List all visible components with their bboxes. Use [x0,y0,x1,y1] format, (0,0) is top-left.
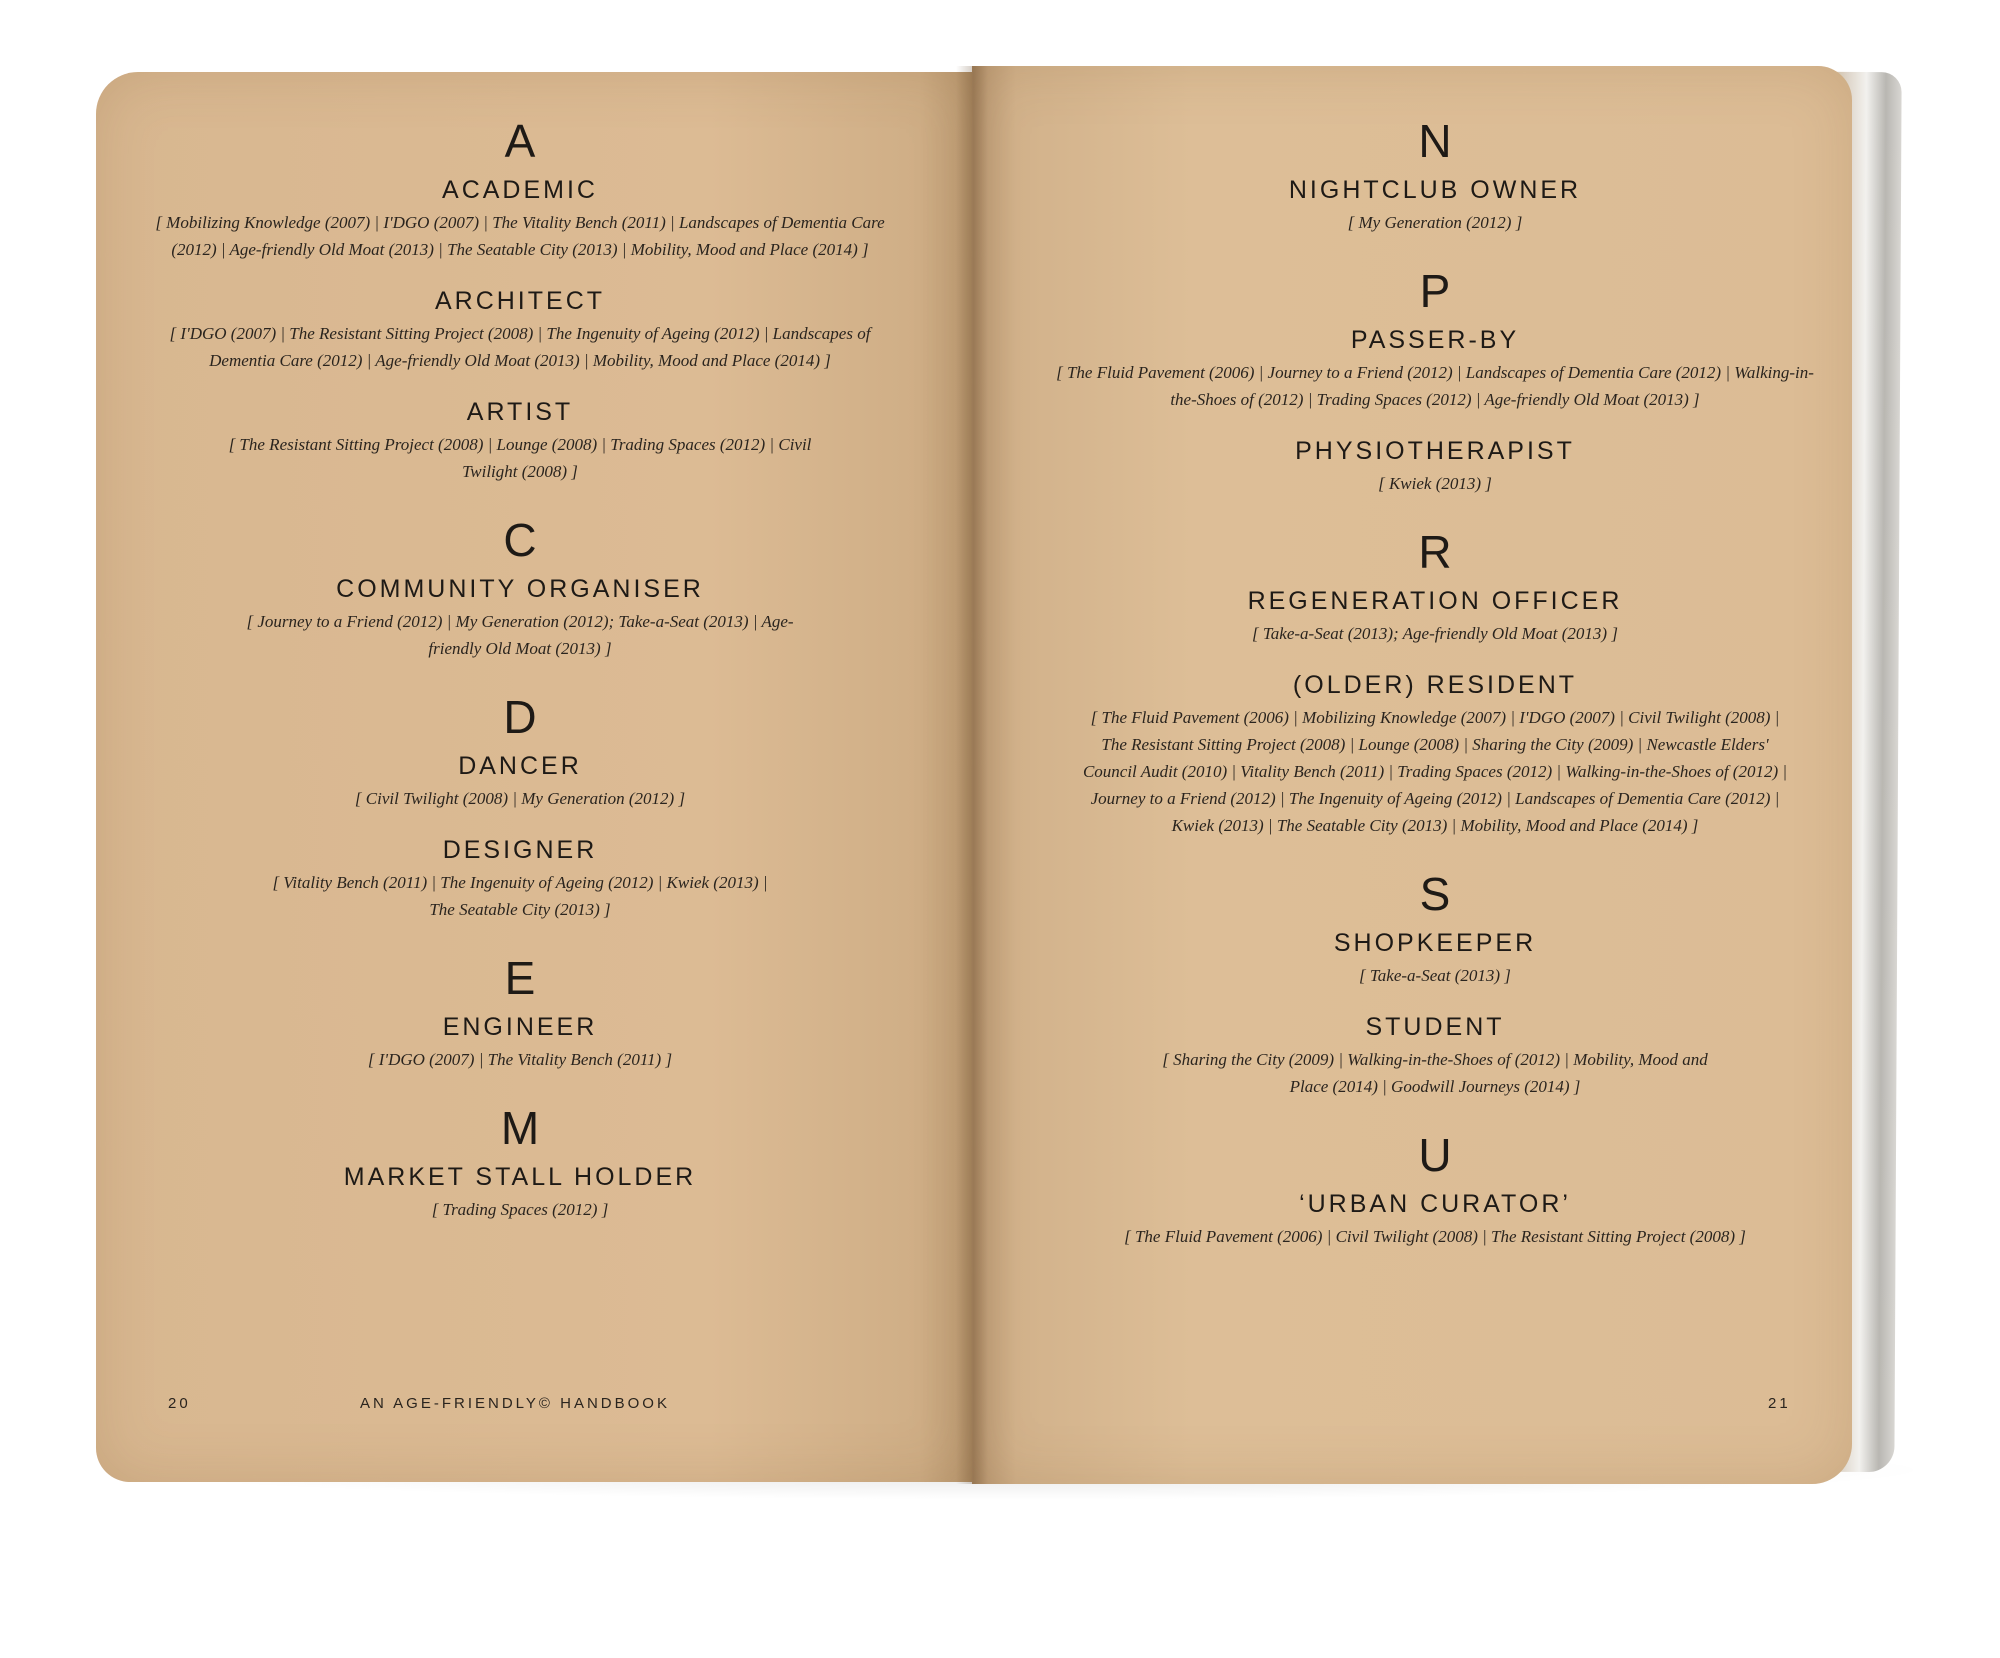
right-index-column [1052,115,1818,1250]
role-heading: REGENERATION OFFICER [1247,587,1623,615]
page-number-left: 20 [168,1395,191,1412]
project-references: [ The Fluid Pavement (2006) | Journey to a Friend (2012) | Landscapes of Dementia Care (2012) | Walking-in-the-Shoes of (2012) | Trading Spaces (2012) | Age-friendly Old Moat (2013) ] [1056,363,1814,409]
project-references: [ I'DGO (2007) | The Vitality Bench (2011) ] [367,1050,673,1069]
project-references: [ Take-a-Seat (2013); Age-friendly Old Moat (2013) ] [1252,624,1618,643]
section-letter: C [503,514,537,566]
project-references: [ The Fluid Pavement (2006) | Civil Twilight (2008) | The Resistant Sitting Project (2008) ] [1124,1227,1746,1246]
section-u [1052,1129,1818,1250]
section-a [140,115,900,485]
section-m [140,1102,900,1223]
role-heading: COMMUNITY ORGANISER [336,575,704,603]
section-letter: A [504,115,536,167]
role-heading: PHYSIOTHERAPIST [1295,437,1575,465]
role-heading: DESIGNER [442,836,598,864]
role-heading: PASSER-BY [1350,326,1520,354]
section-letter: U [1418,1129,1452,1181]
section-e [140,952,900,1073]
page-number-right: 21 [1768,1395,1791,1412]
section-p [1052,265,1818,497]
section-letter: N [1418,115,1452,167]
project-references: [ Trading Spaces (2012) ] [431,1200,609,1219]
role-heading: MARKET STALL HOLDER [343,1163,697,1191]
project-references: [ Journey to a Friend (2012) | My Generation (2012); Take-a-Seat (2013) | Age-friendly Old Moat (2013) ] [246,612,794,658]
role-heading: ACADEMIC [442,176,598,204]
role-heading: ARTIST [466,398,574,426]
project-references: [ I'DGO (2007) | The Resistant Sitting Project (2008) | The Ingenuity of Ageing (2012) | Landscapes of Dementia Care (2012) | Age-friendly Old Moat (2013) | Mobility, Mood and Place (2014) ] [169,324,871,370]
role-heading: NIGHTCLUB OWNER [1288,176,1582,204]
section-letter: M [500,1102,540,1154]
section-letter: E [504,952,536,1004]
project-references: [ Vitality Bench (2011) | The Ingenuity of Ageing (2012) | Kwiek (2013) | The Seatable City (2013) ] [272,873,768,919]
project-references: [ Sharing the City (2009) | Walking-in-the-Shoes of (2012) | Mobility, Mood and Place (2014) | Goodwill Journeys (2014) ] [1162,1050,1708,1096]
section-c [140,514,900,662]
section-letter: S [1419,868,1451,920]
role-heading: DANCER [458,752,582,780]
section-letter: R [1418,526,1452,578]
section-letter: P [1419,265,1451,317]
role-heading: (OLDER) RESIDENT [1292,671,1578,699]
section-n [1052,115,1818,236]
role-heading: ARCHITECT [434,287,606,315]
section-s [1052,868,1818,1100]
role-heading: ENGINEER [442,1013,598,1041]
project-references: [ The Fluid Pavement (2006) | Mobilizing Knowledge (2007) | I'DGO (2007) | Civil Twilight (2008) | The Resistant Sitting Project (2008) | Lounge (2008) | Sharing the City (2009) | Newcastle Elders' Council Audit (2010) | Vitality Bench (2011) | Trading Spaces (2012) | Walking-in-the-Shoes of (2012) | Journey to a Friend (2012) | The Ingenuity of Ageing (2012) | Landscapes of Dementia Care (2012) | Kwiek (2013) | The Seatable City (2013) | Mobility, Mood and Place (2014) ] [1082,708,1788,835]
project-references: [ My Generation (2012) ] [1347,213,1523,232]
role-heading: SHOPKEEPER [1333,929,1537,957]
project-references: [ Take-a-Seat (2013) ] [1359,966,1511,985]
running-title: AN AGE-FRIENDLY© HANDBOOK [360,1395,670,1412]
role-heading: STUDENT [1365,1013,1505,1041]
section-r [1052,526,1818,839]
project-references: [ The Resistant Sitting Project (2008) | Lounge (2008) | Trading Spaces (2012) | Civil Twilight (2008) ] [228,435,812,481]
project-references: [ Kwiek (2013) ] [1378,474,1492,493]
book-gutter [956,66,988,1484]
project-references: [ Civil Twilight (2008) | My Generation (2012) ] [354,789,686,808]
left-index-column [140,115,900,1223]
role-heading: ‘URBAN CURATOR’ [1299,1190,1571,1218]
section-letter: D [503,691,537,743]
section-d [140,691,900,923]
project-references: [ Mobilizing Knowledge (2007) | I'DGO (2007) | The Vitality Bench (2011) | Landscapes of Dementia Care (2012) | Age-friendly Old Moat (2013) | The Seatable City (2013) | Mobility, Mood and Place (2014) ] [155,213,885,259]
